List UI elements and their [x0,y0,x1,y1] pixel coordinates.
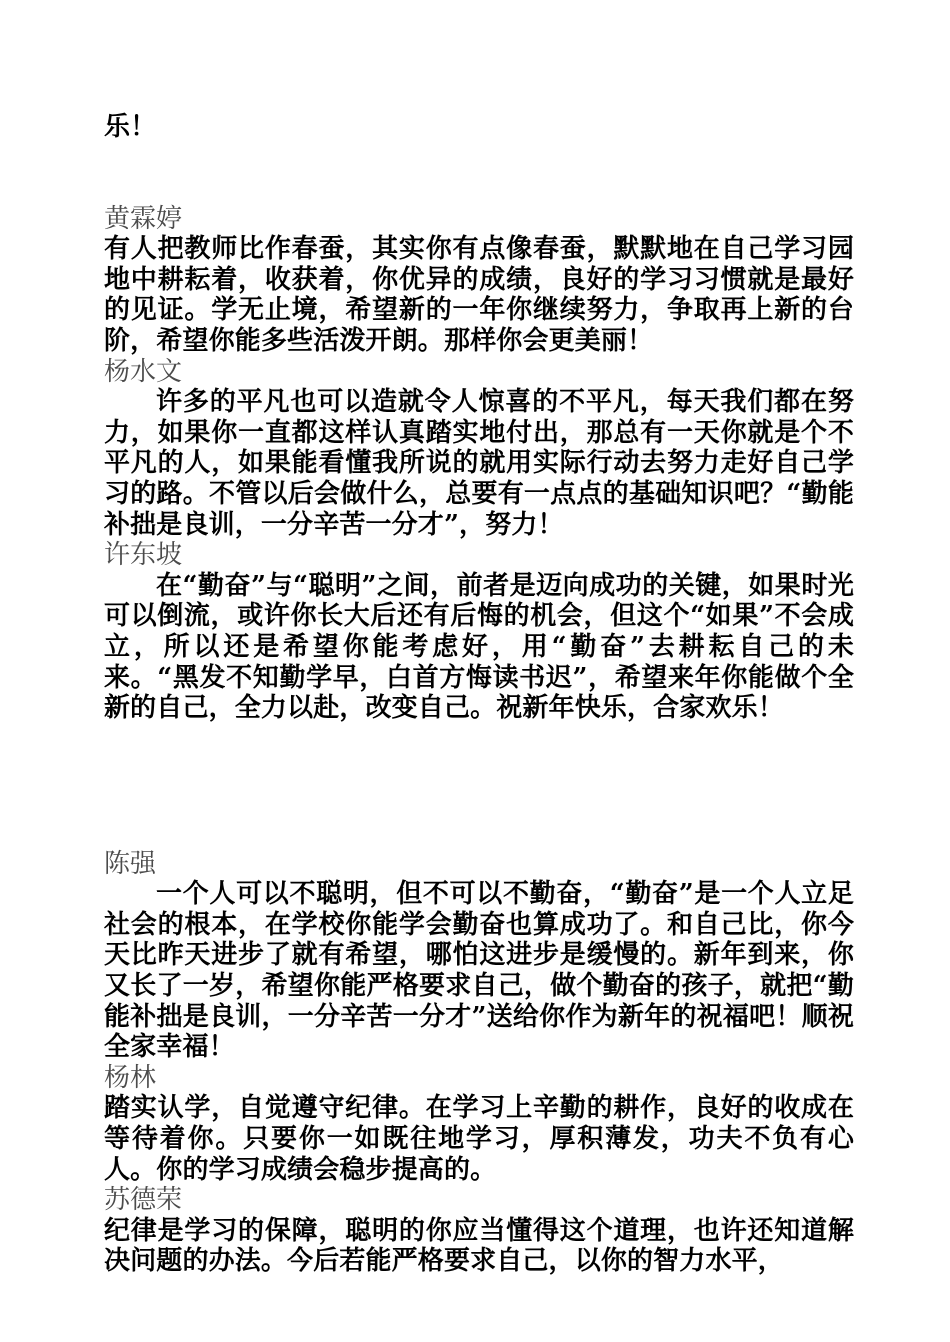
comment-text: 在“勤奋”与“聪明”之间，前者是迈向成功的关键，如果时光可以倒流，或许你长大后还有后悔的机会，但这个“如果”不会成立，所以还是希望你能考虑好，用“勤奋”去耕耘自己的未来。“黑发不知勤学早，白首方悔读书迟”，希望来年你能做个全新的自己，全力以赴，改变自己。祝新年快乐，合家欢乐！ [104,570,854,724]
comment-text: 一个人可以不聪明，但不可以不勤奋，“勤奋”是一个人立足社会的根本，在学校你能学会勤奋也算成功了。和自己比，你今天比昨天进步了就有希望，哪怕这进步是缓慢的。新年到来，你又长了一岁，希望你能严格要求自己，做个勤奋的孩子，就把“勤能补拙是良训，一分辛苦一分才”送给你作为新年的祝福吧！顺祝全家幸福！ [104,879,854,1063]
comment-entry [104,357,854,541]
spacer [104,724,854,849]
comment-text: 纪律是学习的保障，聪明的你应当懂得这个道理，也许还知道解决问题的办法。今后若能严格要求自己，以你的智力水平， [104,1215,854,1277]
comment-entry [104,849,854,1063]
student-name: 陈强 [104,848,157,879]
document-page [104,112,854,1277]
comment-text: 有人把教师比作春蚕，其实你有点像春蚕，默默地在自己学习园地中耕耘着，收获着，你优异的成绩，良好的学习习惯就是最好的见证。学无止境，希望新的一年你继续努力，争取再上新的台阶，希望你能多些活泼开朗。那样你会更美丽！ [104,234,854,356]
comment-entry [104,1063,854,1185]
student-name: 苏德荣 [104,1185,183,1216]
spacer [104,143,854,204]
intro-tail-text: 乐！ [104,112,157,142]
comment-text: 许多的平凡也可以造就令人惊喜的不平凡，每天我们都在努力，如果你一直都这样认真踏实地付出，那总有一天你就是个不平凡的人，如果能看懂我所说的就用实际行动去努力走好自己学习的路。不管以后会做什么，总要有一点点的基础知识吧？“勤能补拙是良训，一分辛苦一分才”，努力！ [104,387,854,540]
student-name: 杨林 [104,1062,157,1093]
student-name: 杨水文 [104,356,183,387]
comment-entry [104,204,854,357]
student-name: 黄霖婷 [104,203,183,234]
student-name: 许东坡 [104,540,183,571]
comment-text: 踏实认学，自觉遵守纪律。在学习上辛勤的耕作，良好的收成在等待着你。只要你一如既往地学习，厚积薄发，功夫不负有心人。你的学习成绩会稳步提高的。 [104,1093,854,1185]
comment-entry [104,540,854,724]
comment-entry [104,1185,854,1277]
